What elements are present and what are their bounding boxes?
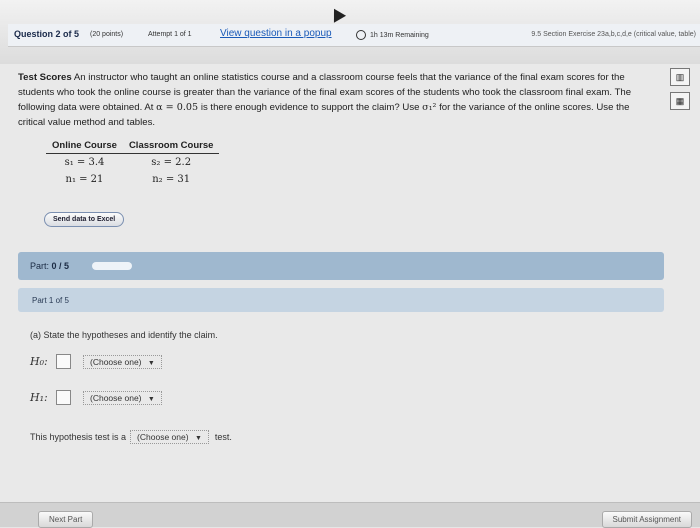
mouse-pointer-icon [328, 5, 346, 22]
dropdown-arrow-icon: ▼ [147, 395, 155, 403]
h1-claim-checkbox[interactable] [56, 390, 71, 405]
h1-label: H₁: [30, 391, 48, 404]
dropdown-arrow-icon: ▼ [194, 435, 202, 442]
table-header: Classroom Course [123, 138, 219, 154]
problem-statement [18, 70, 658, 130]
progress-track [92, 262, 132, 270]
data-table [46, 138, 219, 188]
test-type-dropdown[interactable] [130, 430, 209, 444]
part-value: 0 / 5 [51, 261, 70, 271]
alpha-value: α = 0.05 [156, 102, 199, 113]
send-to-excel-button[interactable]: Send data to Excel [44, 212, 124, 227]
h0-label: H₀: [30, 355, 48, 368]
calculator-icon[interactable]: ▦ [670, 92, 690, 110]
table-row [46, 154, 219, 172]
h1-dropdown-text: (Choose one) [90, 392, 142, 403]
table-row [46, 171, 219, 188]
next-part-button[interactable]: Next Part [38, 511, 93, 528]
question-number: Question 2 of 5 [14, 29, 80, 39]
problem-text-2: is there enough evidence to support the claim? Use [200, 102, 420, 113]
table-header: Online Course [46, 138, 123, 154]
test-type-row [30, 430, 232, 444]
h1-row [30, 390, 162, 405]
time-remaining [356, 30, 429, 40]
h1-dropdown[interactable] [83, 391, 162, 405]
problem-text-3: for the variance of the online scores. Use the critical value method and tables. [18, 102, 630, 128]
view-popup-link[interactable]: View question in a popup [220, 28, 332, 39]
timer-text: 1h 13m Remaining [370, 31, 429, 39]
test-type-suffix: test. [214, 432, 232, 442]
part-label: Part: [30, 261, 50, 271]
question-body [0, 64, 700, 526]
dropdown-arrow-icon: ▼ [147, 359, 155, 367]
part-progress-label [30, 261, 69, 271]
h0-dropdown-text: (Choose one) [90, 356, 142, 367]
chart-icon[interactable]: ▥ [670, 68, 690, 86]
attempt-counter: Attempt 1 of 1 [148, 31, 192, 38]
h0-row [30, 354, 162, 369]
side-tools [670, 68, 692, 116]
table-cell: s₁ = 3.4 [64, 157, 105, 168]
test-type-prefix: This hypothesis test is a [30, 432, 127, 442]
part1-header [18, 288, 664, 312]
part-progress-bar [18, 252, 664, 280]
problem-title: Test Scores [18, 72, 72, 83]
h0-claim-checkbox[interactable] [56, 354, 71, 369]
footer-bar [0, 502, 700, 527]
clock-icon [356, 30, 366, 40]
part1-label: Part 1 of 5 [32, 296, 69, 305]
question-points: (20 points) [90, 31, 124, 38]
sigma-symbol: σ₁² [422, 102, 437, 113]
h0-dropdown[interactable] [83, 355, 162, 369]
problem-text-1: An instructor who taught an online statistics course and a classroom course feels that the variance of the final exam scores for the students who took the online course is greater than the variance of the final exam scores of the students who took the classroom final exam. The following data were obtained. At [18, 72, 632, 113]
table-cell: n₂ = 31 [152, 174, 191, 185]
table-cell: n₁ = 21 [65, 174, 104, 185]
question-a: (a) State the hypotheses and identify the claim. [30, 330, 218, 340]
question-header [8, 24, 700, 47]
test-type-dropdown-text: (Choose one) [137, 432, 189, 442]
submit-assignment-button[interactable]: Submit Assignment [602, 511, 692, 528]
section-label: 9.5 Section Exercise 23a,b,c,d,e (critical value, table) [531, 31, 696, 38]
table-cell: s₂ = 2.2 [151, 157, 192, 168]
